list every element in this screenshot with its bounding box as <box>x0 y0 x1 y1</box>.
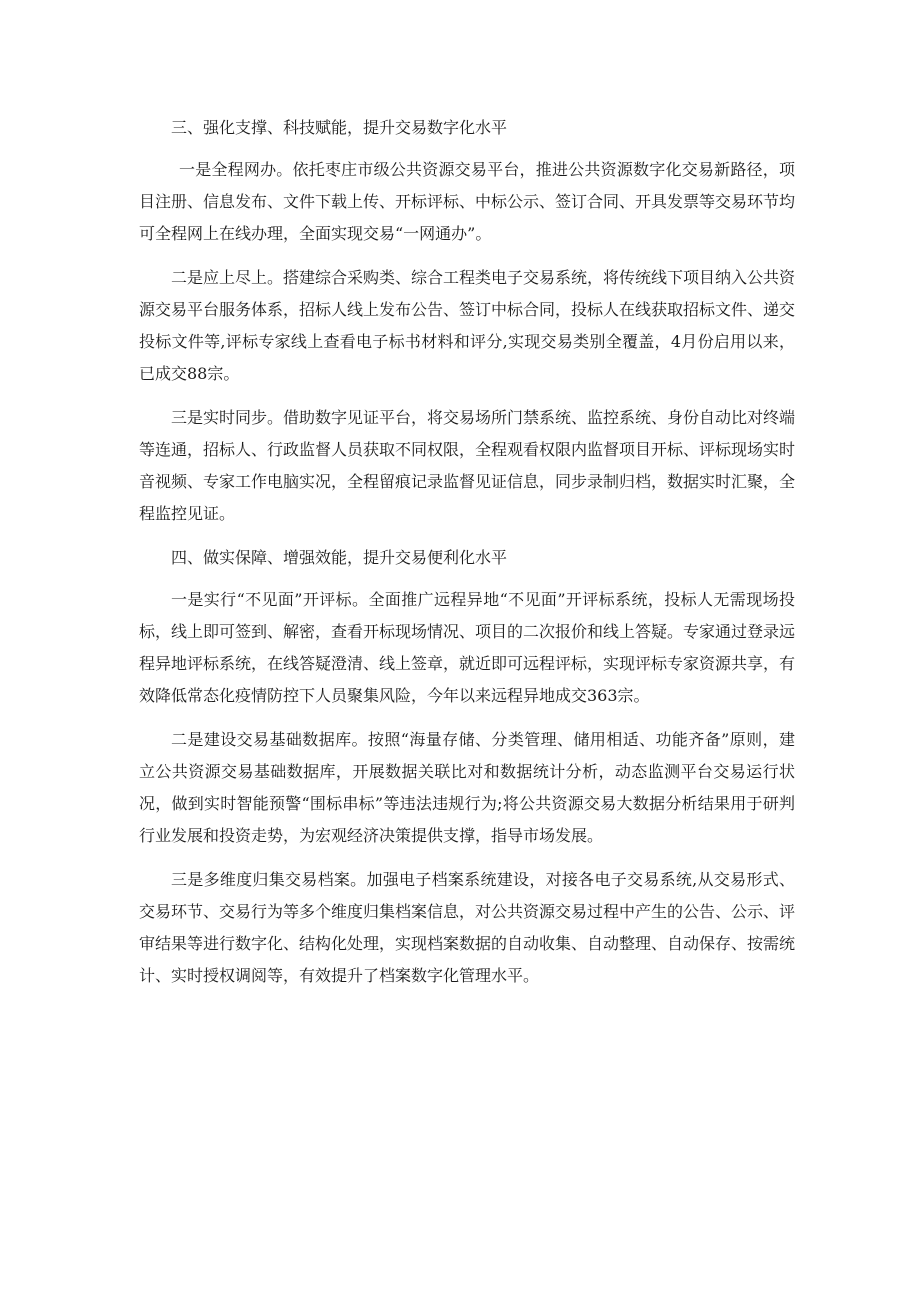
document-body <box>139 112 795 1004</box>
paragraph-realtime-sync: 三是实时同步。借助数字见证平台，将交易场所门禁系统、监控系统、身份自动比对终端等连通，招标人、行政监督人员获取不同权限，全程观看权限内监督项目开标、评标现场实时音视频、专家工作电脑实况，全程留痕记录监督见证信息，同步录制归档，数据实时汇聚，全程监控见证。 <box>139 408 796 523</box>
paragraph-full-online: 一是全程网办。依托枣庄市级公共资源交易平台，推进公共资源数字化交易新路径，项目注册、信息发布、文件下载上传、开标评标、中标公示、签订合同、开具发票等交易环节均可全程网上在线办理，全面实现交易“一网通办”。 <box>139 160 796 243</box>
section-heading-3: 三、强化支撑、科技赋能，提升交易数字化水平 <box>171 118 508 137</box>
paragraph-database: 二是建设交易基础数据库。按照“海量存储、分类管理、储用相适、功能齐备”原则，建立公共资源交易基础数据库，开展数据关联比对和数据统计分析，动态监测平台交易运行状况，做到实时智能预警“围标串标”等违法违规行为;将公共资源交易大数据分析结果用于研判行业发展和投资走势，为宏观经济决策提供支撑，指导市场发展。 <box>139 730 795 845</box>
paragraph-archives: 三是多维度归集交易档案。加强电子档案系统建设，对接各电子交易系统,从交易形式、交易环节、交易行为等多个维度归集档案信息，对公共资源交易过程中产生的公告、公示、评审结果等进行数字化、结构化处理，实现档案数据的自动收集、自动整理、自动保存、按需统计、实时授权调阅等，有效提升了档案数字化管理水平。 <box>139 870 796 985</box>
paragraph-all-online: 二是应上尽上。搭建综合采购类、综合工程类电子交易系统，将传统线下项目纳入公共资源交易平台服务体系，招标人线上发布公告、签订中标合同，投标人在线获取招标文件、递交投标文件等,评标专家线上查看电子标书材料和评分,实现交易类别全覆盖，4月份启用以来，已成交88宗。 <box>139 268 796 383</box>
section-heading-4: 四、做实保障、增强效能，提升交易便利化水平 <box>171 548 508 567</box>
paragraph-remote-bidding: 一是实行“不见面”开评标。全面推广远程异地“不见面”开评标系统，投标人无需现场投标，线上即可签到、解密，查看开标现场情况、项目的二次报价和线上答疑。专家通过登录远程异地评标系统，在线答疑澄清、线上签章，就近即可远程评标，实现评标专家资源共享，有效降低常态化疫情防控下人员聚集风险，今年以来远程异地成交363宗。 <box>139 590 796 705</box>
